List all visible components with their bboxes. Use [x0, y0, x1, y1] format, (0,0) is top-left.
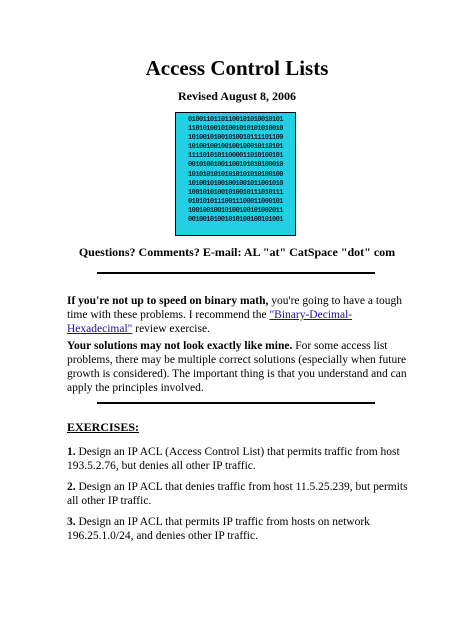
- binary-math-bold: If you're not up to speed on binary math,: [67, 295, 269, 307]
- solutions-bold: Your solutions may not look exactly like mine.: [67, 340, 293, 352]
- exercise-text: Design an IP ACL (Access Control List) that permits traffic from host 193.5.2.76, but denies all other IP traffic.: [67, 446, 400, 472]
- exercise-item: [67, 515, 412, 543]
- binary-code-image: [175, 112, 296, 236]
- binary-line: 10100101001001001011001010: [188, 179, 283, 188]
- binary-line: 00101001001100101010100010: [188, 161, 283, 170]
- solutions-text: For some access list problems, there may be multiple correct solutions (especially when future growth is considered). The important thing is that you understand and can apply the principles involved.: [67, 340, 407, 394]
- divider-top: [97, 272, 375, 274]
- binary-line: 10101010101010101010100100: [188, 170, 283, 179]
- exercise-item: [67, 480, 412, 508]
- exercise-number: 1.: [67, 446, 76, 458]
- binary-line: 10100101001010010111101100: [188, 134, 283, 143]
- exercises-heading: EXERCISES:: [67, 420, 140, 434]
- binary-line: 11110101011000011010100101: [188, 152, 283, 161]
- binary-line: 10010010010100100101002011: [188, 206, 283, 215]
- revision-date: Revised August 8, 2006: [177, 89, 296, 103]
- solutions-paragraph: [67, 339, 412, 395]
- page-title: Access Control Lists: [145, 56, 329, 80]
- binary-math-paragraph: [67, 294, 412, 336]
- exercise-text: Design an IP ACL that permits IP traffic from hosts on network 196.25.1.0/24, and denies other IP traffic.: [67, 516, 370, 542]
- divider-bottom: [97, 402, 375, 404]
- exercise-number: 3.: [67, 516, 76, 528]
- binary-line: 10010101001010010111010111: [188, 188, 283, 197]
- binary-line: 10100100100100100010110101: [188, 143, 283, 152]
- exercise-item: [67, 445, 412, 473]
- binary-math-text: you're going to have a tough time with these problems. I recommend the: [67, 295, 403, 321]
- binary-line: 01010101110011100011000101: [188, 197, 283, 206]
- binary-line: 11010100101001010101010010: [188, 125, 283, 134]
- binary-line: 00100101001010100100101001: [188, 216, 283, 225]
- binary-line: 01001101101100101010010101: [188, 116, 283, 124]
- exercise-number: 2.: [67, 481, 76, 493]
- contact-line: Questions? Comments? E-mail: AL "at" CatSpace "dot" com: [78, 245, 396, 259]
- exercise-text: Design an IP ACL that denies traffic from host 11.5.25.239, but permits all other IP traffic.: [67, 481, 408, 507]
- binary-math-text-end: review exercise.: [132, 323, 210, 335]
- binary-decimal-hex-link[interactable]: "Binary-Decimal-Hexadecimal": [67, 309, 353, 335]
